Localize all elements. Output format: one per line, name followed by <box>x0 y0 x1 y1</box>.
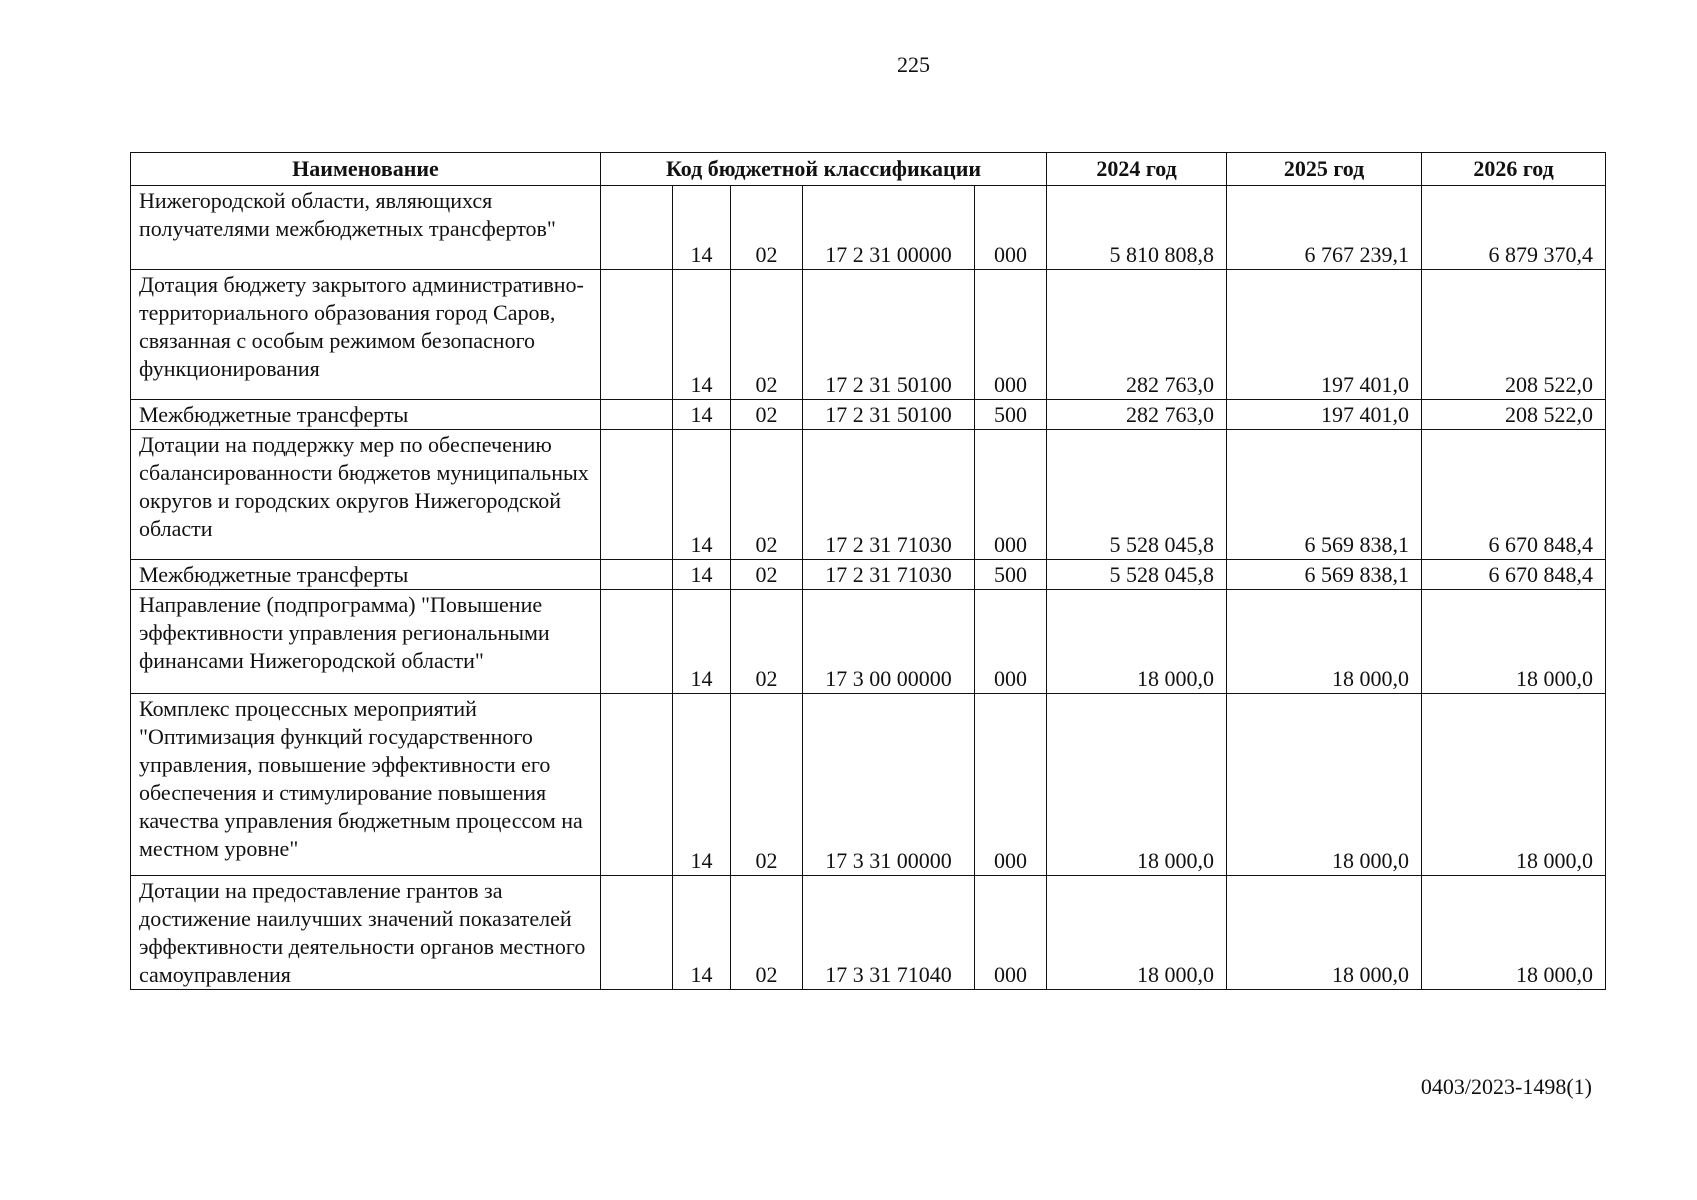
row-value-2025: 18 000,0 <box>1227 694 1422 876</box>
row-code-blank <box>601 400 673 430</box>
row-value-2024: 18 000,0 <box>1047 590 1227 694</box>
row-value-2024: 5 528 045,8 <box>1047 430 1227 560</box>
row-code-subsection: 02 <box>731 876 803 990</box>
table-header <box>131 153 1606 186</box>
row-value-2025: 6 569 838,1 <box>1227 560 1422 590</box>
header-2024: 2024 год <box>1047 153 1227 186</box>
row-code-blank <box>601 876 673 990</box>
row-name: Межбюджетные трансферты <box>131 560 601 590</box>
row-name: Дотация бюджету закрытого административно-территориального образования город Саров, связанная с особым режимом безопасного функционирования <box>131 270 601 400</box>
row-code-target: 17 2 31 71030 <box>803 560 975 590</box>
row-code-blank <box>601 560 673 590</box>
row-code-section: 14 <box>673 430 731 560</box>
row-code-target: 17 2 31 50100 <box>803 400 975 430</box>
row-value-2026: 6 879 370,4 <box>1422 186 1606 270</box>
row-code-blank <box>601 270 673 400</box>
row-value-2025: 197 401,0 <box>1227 400 1422 430</box>
header-name: Наименование <box>131 153 601 186</box>
row-value-2024: 282 763,0 <box>1047 400 1227 430</box>
row-code-subsection: 02 <box>731 560 803 590</box>
row-code-subsection: 02 <box>731 694 803 876</box>
row-code-subsection: 02 <box>731 400 803 430</box>
row-code-expense-type: 000 <box>975 694 1047 876</box>
row-value-2026: 208 522,0 <box>1422 270 1606 400</box>
row-code-section: 14 <box>673 590 731 694</box>
row-code-expense-type: 000 <box>975 270 1047 400</box>
row-code-target: 17 3 31 00000 <box>803 694 975 876</box>
row-value-2024: 18 000,0 <box>1047 876 1227 990</box>
row-code-subsection: 02 <box>731 270 803 400</box>
budget-table <box>130 152 1606 990</box>
row-code-section: 14 <box>673 186 731 270</box>
row-value-2024: 5 528 045,8 <box>1047 560 1227 590</box>
row-code-section: 14 <box>673 694 731 876</box>
row-code-target: 17 3 31 71040 <box>803 876 975 990</box>
row-code-blank <box>601 430 673 560</box>
row-code-section: 14 <box>673 270 731 400</box>
page-number: 225 <box>897 52 930 77</box>
row-code-target: 17 3 00 00000 <box>803 590 975 694</box>
table-body <box>131 186 1606 990</box>
row-code-section: 14 <box>673 560 731 590</box>
row-value-2025: 18 000,0 <box>1227 590 1422 694</box>
header-2025: 2025 год <box>1227 153 1422 186</box>
table-row <box>131 186 1606 270</box>
row-value-2026: 208 522,0 <box>1422 400 1606 430</box>
row-code-subsection: 02 <box>731 590 803 694</box>
header-code: Код бюджетной классификации <box>601 153 1047 186</box>
row-code-target: 17 2 31 00000 <box>803 186 975 270</box>
row-code-expense-type: 000 <box>975 876 1047 990</box>
row-code-subsection: 02 <box>731 186 803 270</box>
row-code-target: 17 2 31 71030 <box>803 430 975 560</box>
row-name: Межбюджетные трансферты <box>131 400 601 430</box>
row-code-blank <box>601 590 673 694</box>
row-value-2026: 6 670 848,4 <box>1422 560 1606 590</box>
row-code-expense-type: 500 <box>975 400 1047 430</box>
table-row <box>131 430 1606 560</box>
row-code-section: 14 <box>673 400 731 430</box>
row-name: Направление (подпрограмма) "Повышение эффективности управления региональными финансами Нижегородской области" <box>131 590 601 694</box>
row-code-expense-type: 500 <box>975 560 1047 590</box>
row-value-2026: 18 000,0 <box>1422 590 1606 694</box>
table-row <box>131 400 1606 430</box>
row-value-2026: 18 000,0 <box>1422 694 1606 876</box>
row-code-expense-type: 000 <box>975 590 1047 694</box>
row-code-expense-type: 000 <box>975 186 1047 270</box>
row-value-2025: 18 000,0 <box>1227 876 1422 990</box>
row-name: Дотации на предоставление грантов за достижение наилучших значений показателей эффективности деятельности органов местного самоуправления <box>131 876 601 990</box>
row-code-blank <box>601 186 673 270</box>
row-code-section: 14 <box>673 876 731 990</box>
row-value-2025: 6 569 838,1 <box>1227 430 1422 560</box>
row-value-2024: 5 810 808,8 <box>1047 186 1227 270</box>
row-value-2026: 18 000,0 <box>1422 876 1606 990</box>
row-name: Комплекс процессных мероприятий "Оптимизация функций государственного управления, повышение эффективности его обеспечения и стимулирование повышения качества управления бюджетным процессом на местном уровне" <box>131 694 601 876</box>
row-code-expense-type: 000 <box>975 430 1047 560</box>
row-value-2025: 6 767 239,1 <box>1227 186 1422 270</box>
row-value-2024: 18 000,0 <box>1047 694 1227 876</box>
table-row <box>131 876 1606 990</box>
row-name: Дотации на поддержку мер по обеспечению сбалансированности бюджетов муниципальных округов и городских округов Нижегородской области <box>131 430 601 560</box>
row-value-2024: 282 763,0 <box>1047 270 1227 400</box>
header-2026: 2026 год <box>1422 153 1606 186</box>
table-row <box>131 590 1606 694</box>
row-code-blank <box>601 694 673 876</box>
table-row <box>131 694 1606 876</box>
page-number-container <box>0 52 1697 78</box>
row-code-target: 17 2 31 50100 <box>803 270 975 400</box>
table-row <box>131 270 1606 400</box>
row-value-2026: 6 670 848,4 <box>1422 430 1606 560</box>
row-code-subsection: 02 <box>731 430 803 560</box>
document-id: 0403/2023-1498(1) <box>1420 1074 1592 1099</box>
row-name: Нижегородской области, являющихся получателями межбюджетных трансфертов" <box>131 186 601 270</box>
row-value-2025: 197 401,0 <box>1227 270 1422 400</box>
table-row <box>131 560 1606 590</box>
